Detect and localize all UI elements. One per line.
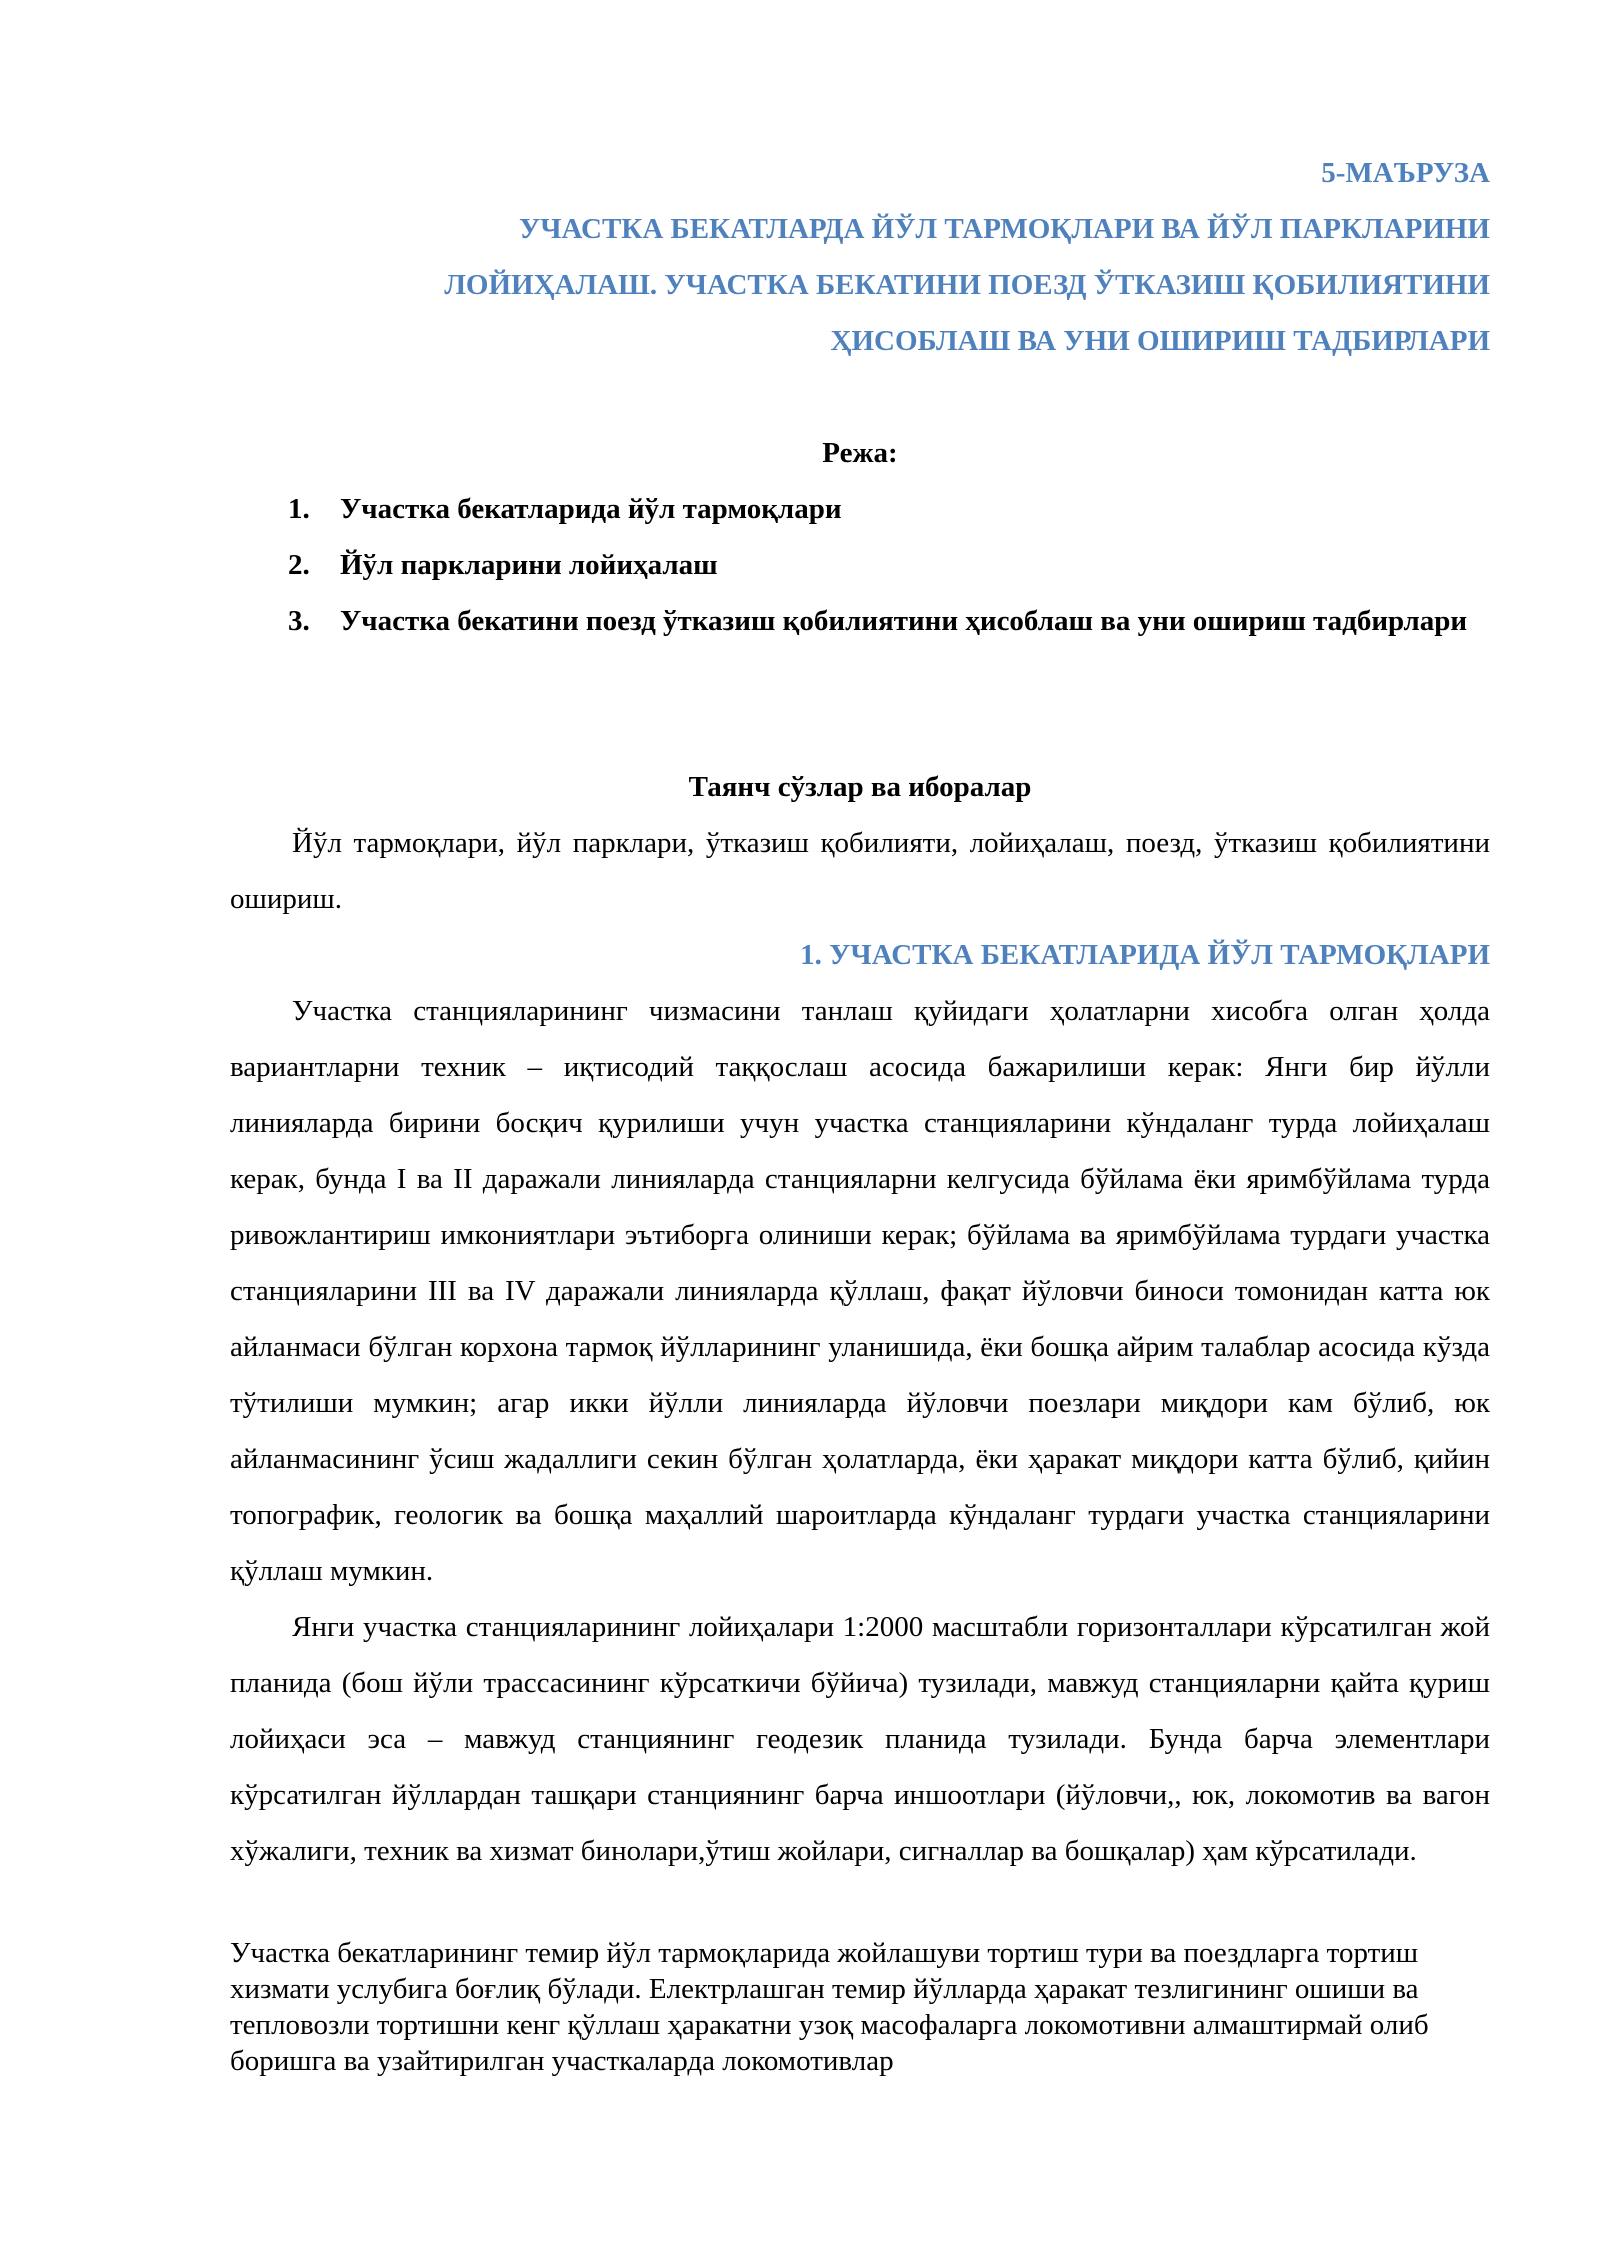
plan-item-text: Участка бекатларида йўл тармоқлари — [340, 493, 842, 525]
plan-item-number: 1. — [288, 493, 310, 525]
plan-item-text: Йўл паркларини лойиҳалаш — [340, 549, 718, 581]
plan-item — [230, 537, 1490, 593]
plan-item-number: 2. — [288, 549, 310, 581]
title-line-2: ЛОЙИҲАЛАШ. УЧАСТКА БЕКАТИНИ ПОЕЗД ЎТКАЗИШ ҚОБИЛИЯТИНИ — [444, 269, 1490, 301]
plan-list — [230, 481, 1490, 649]
keywords-text: Йўл тармоқлари, йўл парклари, ўтказиш қобилияти, лойиҳалаш, поезд, ўтказиш қобилиятини ошириш. — [230, 827, 1490, 915]
plan-item — [230, 481, 1490, 537]
keywords-title: Таянч сўзлар ва иборалар — [688, 771, 1032, 803]
body-paragraph-2: Янги участка станцияларининг лойиҳалари 1:2000 масштабли горизонталлари кўрсатилган жой планида (бош йўли трассасининг кўрсаткичи бўйича) тузилади, мавжуд станцияларни қайта қуриш лойиҳаси эса – мавжуд станциянинг геодезик планида тузилади. Бунда барча элементлари кўрсатилган йўллардан ташқари станциянинг барча иншоотлари (йўловчи,, юк, локомотив ва вагон хўжалиги, техник ва хизмат бинолари,ўтиш жойлари, сигналлар ва бошқалар) ҳам кўрсатилади. — [230, 1611, 1490, 1867]
title-line-3: ҲИСОБЛАШ ВА УНИ ОШИРИШ ТАДБИРЛАРИ — [830, 325, 1490, 357]
section-heading: 1. УЧАСТКА БЕКАТЛАРИДА ЙЎЛ ТАРМОҚЛАРИ — [800, 939, 1490, 971]
plan-item-number: 3. — [288, 605, 310, 637]
plan-item-text: Участка бекатини поезд ўтказиш қобилиятини ҳисоблаш ва уни ошириш тадбирлари — [340, 605, 1468, 637]
plan-item — [230, 593, 1490, 649]
plan-title: Режа: — [822, 437, 898, 469]
lecture-number: 5-МАЪРУЗА — [1321, 157, 1490, 189]
body-paragraph-1: Участка станцияларининг чизмасини танлаш қуйидаги ҳолатларни хисобга олган ҳолда вариантларни техник – иқтисодий таққослаш асосида бажарилиши керак: Янги бир йўлли линияларда бирини босқич қурилиши учун участка станцияларини кўндаланг турда лойиҳалаш керак, бунда I ва II даражали линияларда станцияларни келгусида бўйлама ёки яримбўйлама турда ривожлантириш имкониятлари эътиборга олиниши керак; бўйлама ва яримбўйлама турдаги участка станцияларини III ва IV даражали линияларда қўллаш, фақат йўловчи биноси томонидан катта юк айланмаси бўлган корхона тармоқ йўлларининг уланишида, ёки бошқа айрим талаблар асосида кўзда тўтилиши мумкин; агар икки йўлли линияларда йўловчи поезлари миқдори кам бўлиб, юк айланмасининг ўсиш жадаллиги секин бўлган ҳолатларда, ёки ҳаракат миқдори катта бўлиб, қийин топографик, геологик ва бошқа маҳаллий шароитларда кўндаланг турдаги участка станцияларини қўллаш мумкин. — [230, 995, 1490, 1587]
title-line-1: УЧАСТКА БЕКАТЛАРДА ЙЎЛ ТАРМОҚЛАРИ ВА ЙЎЛ ПАРКЛАРИНИ — [518, 213, 1490, 245]
body-paragraph-3: Участка бекатларининг темир йўл тармоқларида жойлашуви тортиш тури ва поездларга тортиш хизмати услубига боғлиқ бўлади. Електрлашган темир йўлларда ҳаракат тезлигининг ошиши ва тепловозли тортишни кенг қўллаш ҳаракатни узоқ масофаларга локомотивни алмаштирмай олиб боришга ва узайтирилган участкаларда локомотивлар — [230, 1937, 1429, 2077]
